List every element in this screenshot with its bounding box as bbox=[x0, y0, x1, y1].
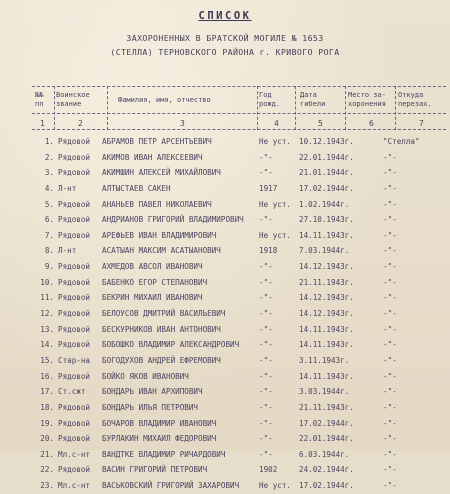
row-death-date: 14.11.1943г. bbox=[299, 371, 354, 381]
row-birth-year: -"- bbox=[259, 402, 273, 412]
row-rank: Рядовой bbox=[58, 418, 91, 428]
row-birth-year: -"- bbox=[259, 387, 273, 397]
row-name: ВАСЬКОВСКИЙ ГРИГОРИЙ ЗАХАРОВИЧ bbox=[102, 481, 240, 491]
column-divider bbox=[54, 86, 55, 130]
row-name: АНДРИАНОВ ГРИГОРИЙ ВЛАДИМИРОВИЧ bbox=[102, 215, 244, 225]
row-birth-year: -"- bbox=[259, 449, 273, 459]
row-burial-place: -"- bbox=[383, 402, 397, 412]
row-name: АКИМШИН АЛЕКСЕЙ МИХАЙЛОВИЧ bbox=[102, 168, 221, 178]
table-row bbox=[0, 462, 450, 478]
row-name: БОБОШКО ВЛАДИМИР АЛЕКСАНДРОВИЧ bbox=[102, 340, 240, 350]
row-death-date: 14.11.1943г. bbox=[299, 324, 354, 334]
row-number: 20. bbox=[40, 434, 54, 444]
row-rank: Рядовой bbox=[58, 199, 91, 209]
column-number: 4 bbox=[274, 119, 279, 128]
row-name: БЕСКУРНИКОВ ИВАН АНТОНОВИЧ bbox=[102, 324, 221, 334]
row-birth-year: 1902 bbox=[259, 465, 278, 475]
row-number: 9. bbox=[44, 262, 54, 272]
column-number: 5 bbox=[318, 119, 323, 128]
row-birth-year: -"- bbox=[259, 152, 273, 162]
row-rank: Рядовой bbox=[58, 137, 91, 146]
row-burial-place: -"- bbox=[383, 277, 397, 287]
row-death-date: 17.02.1944г. bbox=[299, 481, 354, 491]
row-burial-place: -"- bbox=[383, 465, 397, 475]
document-subtitle-2: (СТЕЛЛА) ТЕРНОВСКОГО РАЙОНА г. КРИВОГО РОГА bbox=[110, 47, 340, 57]
row-death-date: 22.01.1944г. bbox=[299, 152, 354, 162]
table-row bbox=[0, 353, 450, 369]
row-birth-year: -"- bbox=[259, 324, 273, 334]
row-death-date: 22.01.1944г. bbox=[299, 434, 354, 444]
row-name: БОГОДУХОВ АНДРЕЙ ЕФРЕМОВИЧ bbox=[102, 355, 221, 365]
row-burial-place: -"- bbox=[383, 152, 397, 162]
row-name: БЕЛОУСОВ ДМИТРИЙ ВАСИЛЬЕВИЧ bbox=[102, 309, 226, 319]
column-number: 2 bbox=[78, 119, 83, 128]
row-burial-place: -"- bbox=[383, 215, 397, 225]
column-number: 1 bbox=[40, 119, 45, 128]
row-name: АХМЕДОВ АВСОЛ ИВАНОВИЧ bbox=[102, 262, 203, 272]
row-death-date: 17.02.1944г. bbox=[299, 183, 354, 193]
row-number: 18. bbox=[40, 402, 54, 412]
column-divider bbox=[295, 86, 296, 130]
row-rank: Л-нт bbox=[58, 246, 77, 256]
row-number: 19. bbox=[40, 418, 54, 428]
row-rank: Стар-на bbox=[58, 355, 91, 365]
row-death-date: 3.03.1944г. bbox=[299, 387, 350, 397]
row-number: 21. bbox=[40, 449, 54, 459]
row-number: 8. bbox=[44, 246, 54, 256]
table-top-rule bbox=[32, 86, 446, 87]
row-rank: Рядовой bbox=[58, 402, 91, 412]
burial-list bbox=[0, 134, 450, 494]
column-number: 7 bbox=[419, 119, 424, 128]
row-burial-place: -"- bbox=[383, 434, 397, 444]
row-burial-place: -"- bbox=[383, 246, 397, 256]
table-row bbox=[0, 243, 450, 259]
row-burial-place: -"- bbox=[383, 293, 397, 303]
header-year: Год рожд. bbox=[259, 91, 281, 108]
row-birth-year: -"- bbox=[259, 309, 273, 319]
row-name: АНАНЬЕВ ПАВЕЛ НИКОЛАЕВИЧ bbox=[102, 199, 212, 209]
header-place: Место за- хоронения bbox=[348, 91, 386, 108]
row-number: 16. bbox=[40, 371, 54, 381]
row-name: БОНДАРЬ ИЛЬЯ ПЕТРОВИЧ bbox=[102, 402, 199, 412]
row-rank: Мл.с-нт bbox=[58, 481, 91, 491]
table-row bbox=[0, 275, 450, 291]
row-death-date: 7.03.1944г. bbox=[299, 246, 350, 256]
row-name: ВАНДТКЕ ВЛАДИМИР РИЧАРДОВИЧ bbox=[102, 449, 226, 459]
row-death-date: 14.11.1943г. bbox=[299, 230, 354, 240]
row-rank: Рядовой bbox=[58, 309, 91, 319]
row-number: 1. bbox=[44, 137, 54, 146]
table-row bbox=[0, 369, 450, 385]
row-burial-place: -"- bbox=[383, 324, 397, 334]
table-row bbox=[0, 150, 450, 166]
table-row bbox=[0, 478, 450, 494]
row-number: 22. bbox=[40, 465, 54, 475]
row-name: АРЕФЬЕВ ИВАН ВЛАДИМИРОВИЧ bbox=[102, 230, 217, 240]
table-row bbox=[0, 306, 450, 322]
row-number: 13. bbox=[40, 324, 54, 334]
row-birth-year: -"- bbox=[259, 371, 273, 381]
row-rank: Рядовой bbox=[58, 277, 91, 287]
row-rank: Ст.сжт bbox=[58, 387, 86, 397]
document-title: СПИСОК bbox=[198, 10, 252, 22]
row-birth-year: -"- bbox=[259, 215, 273, 225]
row-birth-year: -"- bbox=[259, 434, 273, 444]
column-divider bbox=[345, 86, 346, 130]
row-name: ВАСИН ГРИГОРИЙ ПЕТРОВИЧ bbox=[102, 465, 208, 475]
row-rank: Рядовой bbox=[58, 293, 91, 303]
table-header-rule bbox=[32, 113, 446, 114]
row-name: БОНДАРЬ ИВАН АРХИПОВИЧ bbox=[102, 387, 203, 397]
row-burial-place: -"- bbox=[383, 199, 397, 209]
table-row bbox=[0, 416, 450, 432]
row-birth-year: Не уст. bbox=[259, 199, 292, 209]
table-row bbox=[0, 181, 450, 197]
table-row bbox=[0, 337, 450, 353]
row-birth-year: -"- bbox=[259, 340, 273, 350]
table-numbers-rule bbox=[32, 129, 446, 130]
table-row bbox=[0, 384, 450, 400]
document-subtitle-1: ЗАХОРОНЕННЫХ В БРАТСКОЙ МОГИЛЕ № 1653 bbox=[126, 33, 324, 43]
row-number: 7. bbox=[44, 230, 54, 240]
table-row bbox=[0, 447, 450, 463]
table-row bbox=[0, 197, 450, 213]
row-rank: Л-нт bbox=[58, 183, 77, 193]
row-name: БУРЛАКИН МИХАИЛ ФЕДОРОВИЧ bbox=[102, 434, 217, 444]
row-rank: Рядовой bbox=[58, 434, 91, 444]
row-number: 12. bbox=[40, 309, 54, 319]
row-rank: Рядовой bbox=[58, 215, 91, 225]
row-birth-year: -"- bbox=[259, 277, 273, 287]
row-burial-place: -"- bbox=[383, 418, 397, 428]
row-number: 10. bbox=[40, 277, 54, 287]
row-birth-year: Не уст. bbox=[259, 230, 292, 240]
row-number: 3. bbox=[44, 168, 54, 178]
row-name: БАБЕНКО ЕГОР СТЕПАНОВИЧ bbox=[102, 277, 208, 287]
row-burial-place: -"- bbox=[383, 340, 397, 350]
row-burial-place: -"- bbox=[383, 309, 397, 319]
table-row bbox=[0, 322, 450, 338]
header-num: №№ пп bbox=[35, 91, 44, 108]
column-divider bbox=[395, 86, 396, 130]
row-birth-year: Не уст. bbox=[259, 481, 292, 491]
row-number: 23. bbox=[40, 481, 54, 491]
row-death-date: 6.03.1944г. bbox=[299, 449, 350, 459]
row-burial-place: -"- bbox=[383, 371, 397, 381]
row-number: 11. bbox=[40, 293, 54, 303]
row-death-date: 14.12.1943г. bbox=[299, 262, 354, 272]
row-death-date: 14.12.1943г. bbox=[299, 309, 354, 319]
row-burial-place: -"- bbox=[383, 183, 397, 193]
row-birth-year: 1917 bbox=[259, 183, 278, 193]
table-row bbox=[0, 134, 450, 150]
row-number: 2. bbox=[44, 152, 54, 162]
table-row bbox=[0, 290, 450, 306]
row-name: БЕКРИН МИХАИЛ ИВАНОВИЧ bbox=[102, 293, 203, 303]
row-rank: Рядовой bbox=[58, 152, 91, 162]
row-burial-place: "Стелла" bbox=[383, 137, 420, 146]
row-rank: Рядовой bbox=[58, 262, 91, 272]
table-row bbox=[0, 228, 450, 244]
row-name: АБРАМОВ ПЕТР АРСЕНТЬЕВИЧ bbox=[102, 137, 212, 146]
row-death-date: 21.11.1943г. bbox=[299, 277, 354, 287]
row-rank: Рядовой bbox=[58, 340, 91, 350]
row-name: АСАТЫАН МАКСИМ АСАТЫАНОВИЧ bbox=[102, 246, 221, 256]
row-death-date: 10.12.1943г. bbox=[299, 137, 354, 146]
table-row bbox=[0, 212, 450, 228]
row-birth-year: -"- bbox=[259, 168, 273, 178]
row-rank: Рядовой bbox=[58, 465, 91, 475]
row-birth-year: -"- bbox=[259, 293, 273, 303]
row-birth-year: -"- bbox=[259, 418, 273, 428]
row-burial-place: -"- bbox=[383, 168, 397, 178]
row-burial-place: -"- bbox=[383, 449, 397, 459]
row-birth-year: -"- bbox=[259, 355, 273, 365]
row-number: 15. bbox=[40, 355, 54, 365]
row-rank: Рядовой bbox=[58, 324, 91, 334]
row-death-date: 1.02.1944г. bbox=[299, 199, 350, 209]
row-death-date: 14.11.1943г. bbox=[299, 340, 354, 350]
row-death-date: 21.01.1944г. bbox=[299, 168, 354, 178]
column-divider bbox=[257, 86, 258, 130]
row-name: АЛТЫСТАЕВ САКЕН bbox=[102, 183, 171, 193]
row-number: 17. bbox=[40, 387, 54, 397]
row-number: 14. bbox=[40, 340, 54, 350]
row-birth-year: Не уст. bbox=[259, 137, 292, 146]
row-death-date: 27.10.1943г. bbox=[299, 215, 354, 225]
row-number: 4. bbox=[44, 183, 54, 193]
row-death-date: 14.12.1943г. bbox=[299, 293, 354, 303]
row-burial-place: -"- bbox=[383, 481, 397, 491]
row-rank: Рядовой bbox=[58, 168, 91, 178]
row-rank: Рядовой bbox=[58, 371, 91, 381]
table-row bbox=[0, 400, 450, 416]
table-row bbox=[0, 165, 450, 181]
row-death-date: 21.11.1943г. bbox=[299, 402, 354, 412]
row-burial-place: -"- bbox=[383, 262, 397, 272]
row-burial-place: -"- bbox=[383, 230, 397, 240]
column-number: 6 bbox=[369, 119, 374, 128]
row-birth-year: 1918 bbox=[259, 246, 278, 256]
row-burial-place: -"- bbox=[383, 355, 397, 365]
header-date: Дата гибели bbox=[300, 91, 326, 108]
row-rank: Мл.с-нт bbox=[58, 449, 91, 459]
header-name: Фамилия, имя, отчество bbox=[118, 96, 211, 104]
table-row bbox=[0, 431, 450, 447]
row-number: 5. bbox=[44, 199, 54, 209]
row-birth-year: -"- bbox=[259, 262, 273, 272]
row-burial-place: -"- bbox=[383, 387, 397, 397]
row-death-date: 17.02.1944г. bbox=[299, 418, 354, 428]
row-rank: Рядовой bbox=[58, 230, 91, 240]
header-from: Откуда перезах. bbox=[398, 91, 432, 108]
row-number: 6. bbox=[44, 215, 54, 225]
row-name: АКИМОВ ИВАН АЛЕКСЕЕВИЧ bbox=[102, 152, 203, 162]
row-death-date: 24.02.1944г. bbox=[299, 465, 354, 475]
row-death-date: 3.11.1943г. bbox=[299, 355, 350, 365]
row-name: БОЧАРОВ ВЛАДИМИР ИВАНОВИЧ bbox=[102, 418, 217, 428]
table-row bbox=[0, 259, 450, 275]
row-name: БОЙКО ЯКОВ ИВАНОВИЧ bbox=[102, 371, 189, 381]
header-rank: Воинское звание bbox=[56, 91, 90, 108]
column-divider bbox=[107, 86, 108, 130]
column-number: 3 bbox=[180, 119, 185, 128]
